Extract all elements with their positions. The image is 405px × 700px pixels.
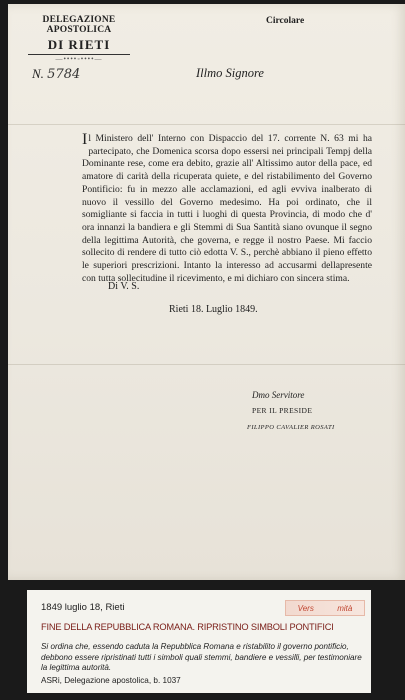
- signature-servant: Dmo Servitore: [252, 390, 305, 400]
- stamp-text-right: mità: [337, 603, 353, 613]
- signature-name: FILIPPO CAVALIER ROSATI: [247, 424, 335, 431]
- drop-cap: I: [82, 131, 88, 148]
- stamp-text-left: Vers: [297, 603, 314, 613]
- caption-date-place: 1849 luglio 18, Rieti: [41, 602, 125, 613]
- caption-title: FINE DELLA REPUBBLICA ROMANA. RIPRISTINO SIMBOLI PONTIFICI: [41, 622, 334, 632]
- body-text-block: [82, 133, 372, 285]
- office-ornament: —••••◦••••—: [55, 55, 103, 63]
- number-prefix: N.: [32, 66, 44, 81]
- paper-fold: [8, 364, 405, 365]
- caption-source: ASRi, Delegazione apostolica, b. 1037: [41, 676, 181, 685]
- circular-label: Circolare: [266, 16, 305, 26]
- number-value: 5784: [47, 67, 81, 82]
- document-sheet: [8, 4, 405, 580]
- caption-card: [27, 590, 371, 693]
- date-line: Rieti 18. Luglio 1849.: [169, 304, 258, 315]
- issuing-office: [24, 15, 134, 63]
- salutation: Illmo Signore: [196, 66, 264, 80]
- caption-stamp: [285, 600, 365, 616]
- signature-on-behalf: PER IL PRESIDE: [252, 406, 313, 415]
- caption-description: Si ordina che, essendo caduta la Repubblica Romana e ristabilito il governo pontificio, debbono essere ripristinati tutti i simboli quali stemmi, bandiere e vessilli, per testimoniare la legittima autorità.: [41, 642, 362, 673]
- body-text: l Ministero dell' Interno con Dispaccio del 17. corrente N. 63 mi ha partecipato, che Domenica scorsa dopo essersi nei principali Tempj della Dominante rese, come era debito, grazie all' Altissimo autor della pace, ed amatore di carità della ricuperata quiete, e del ristabilimento del Governo Pontificio: fu in mezzo alle acclamazioni, ed agli evviva inalberato di nuovo il vessillo del Governo medesimo. Ha poi ordinato, che il somigliante si faccia in tutti i luoghi di questa Provincia, di modo che d' ora innanzi la bandiera e gli Stemmi di Sua Santità siano ovunque il segno della legittima Autorità, che governa, e regge il nostro Paese. Mi faccio sollecito di rendere di tutto ciò edotta V. S., perchè abbiano il pieno effetto le superiori prescrizioni. Intanto la interesso ad accusarmi dellapresente con tutta sollecitudine il ricevimento, e mi dichiaro con sincera stima.: [82, 133, 372, 284]
- protocol-number: [32, 66, 80, 82]
- office-line-1: DELEGAZIONE APOSTOLICA: [42, 15, 116, 35]
- closing: Di V. S.: [108, 281, 140, 292]
- office-line-2: DI RIETI: [47, 37, 111, 52]
- paper-fold: [8, 124, 405, 125]
